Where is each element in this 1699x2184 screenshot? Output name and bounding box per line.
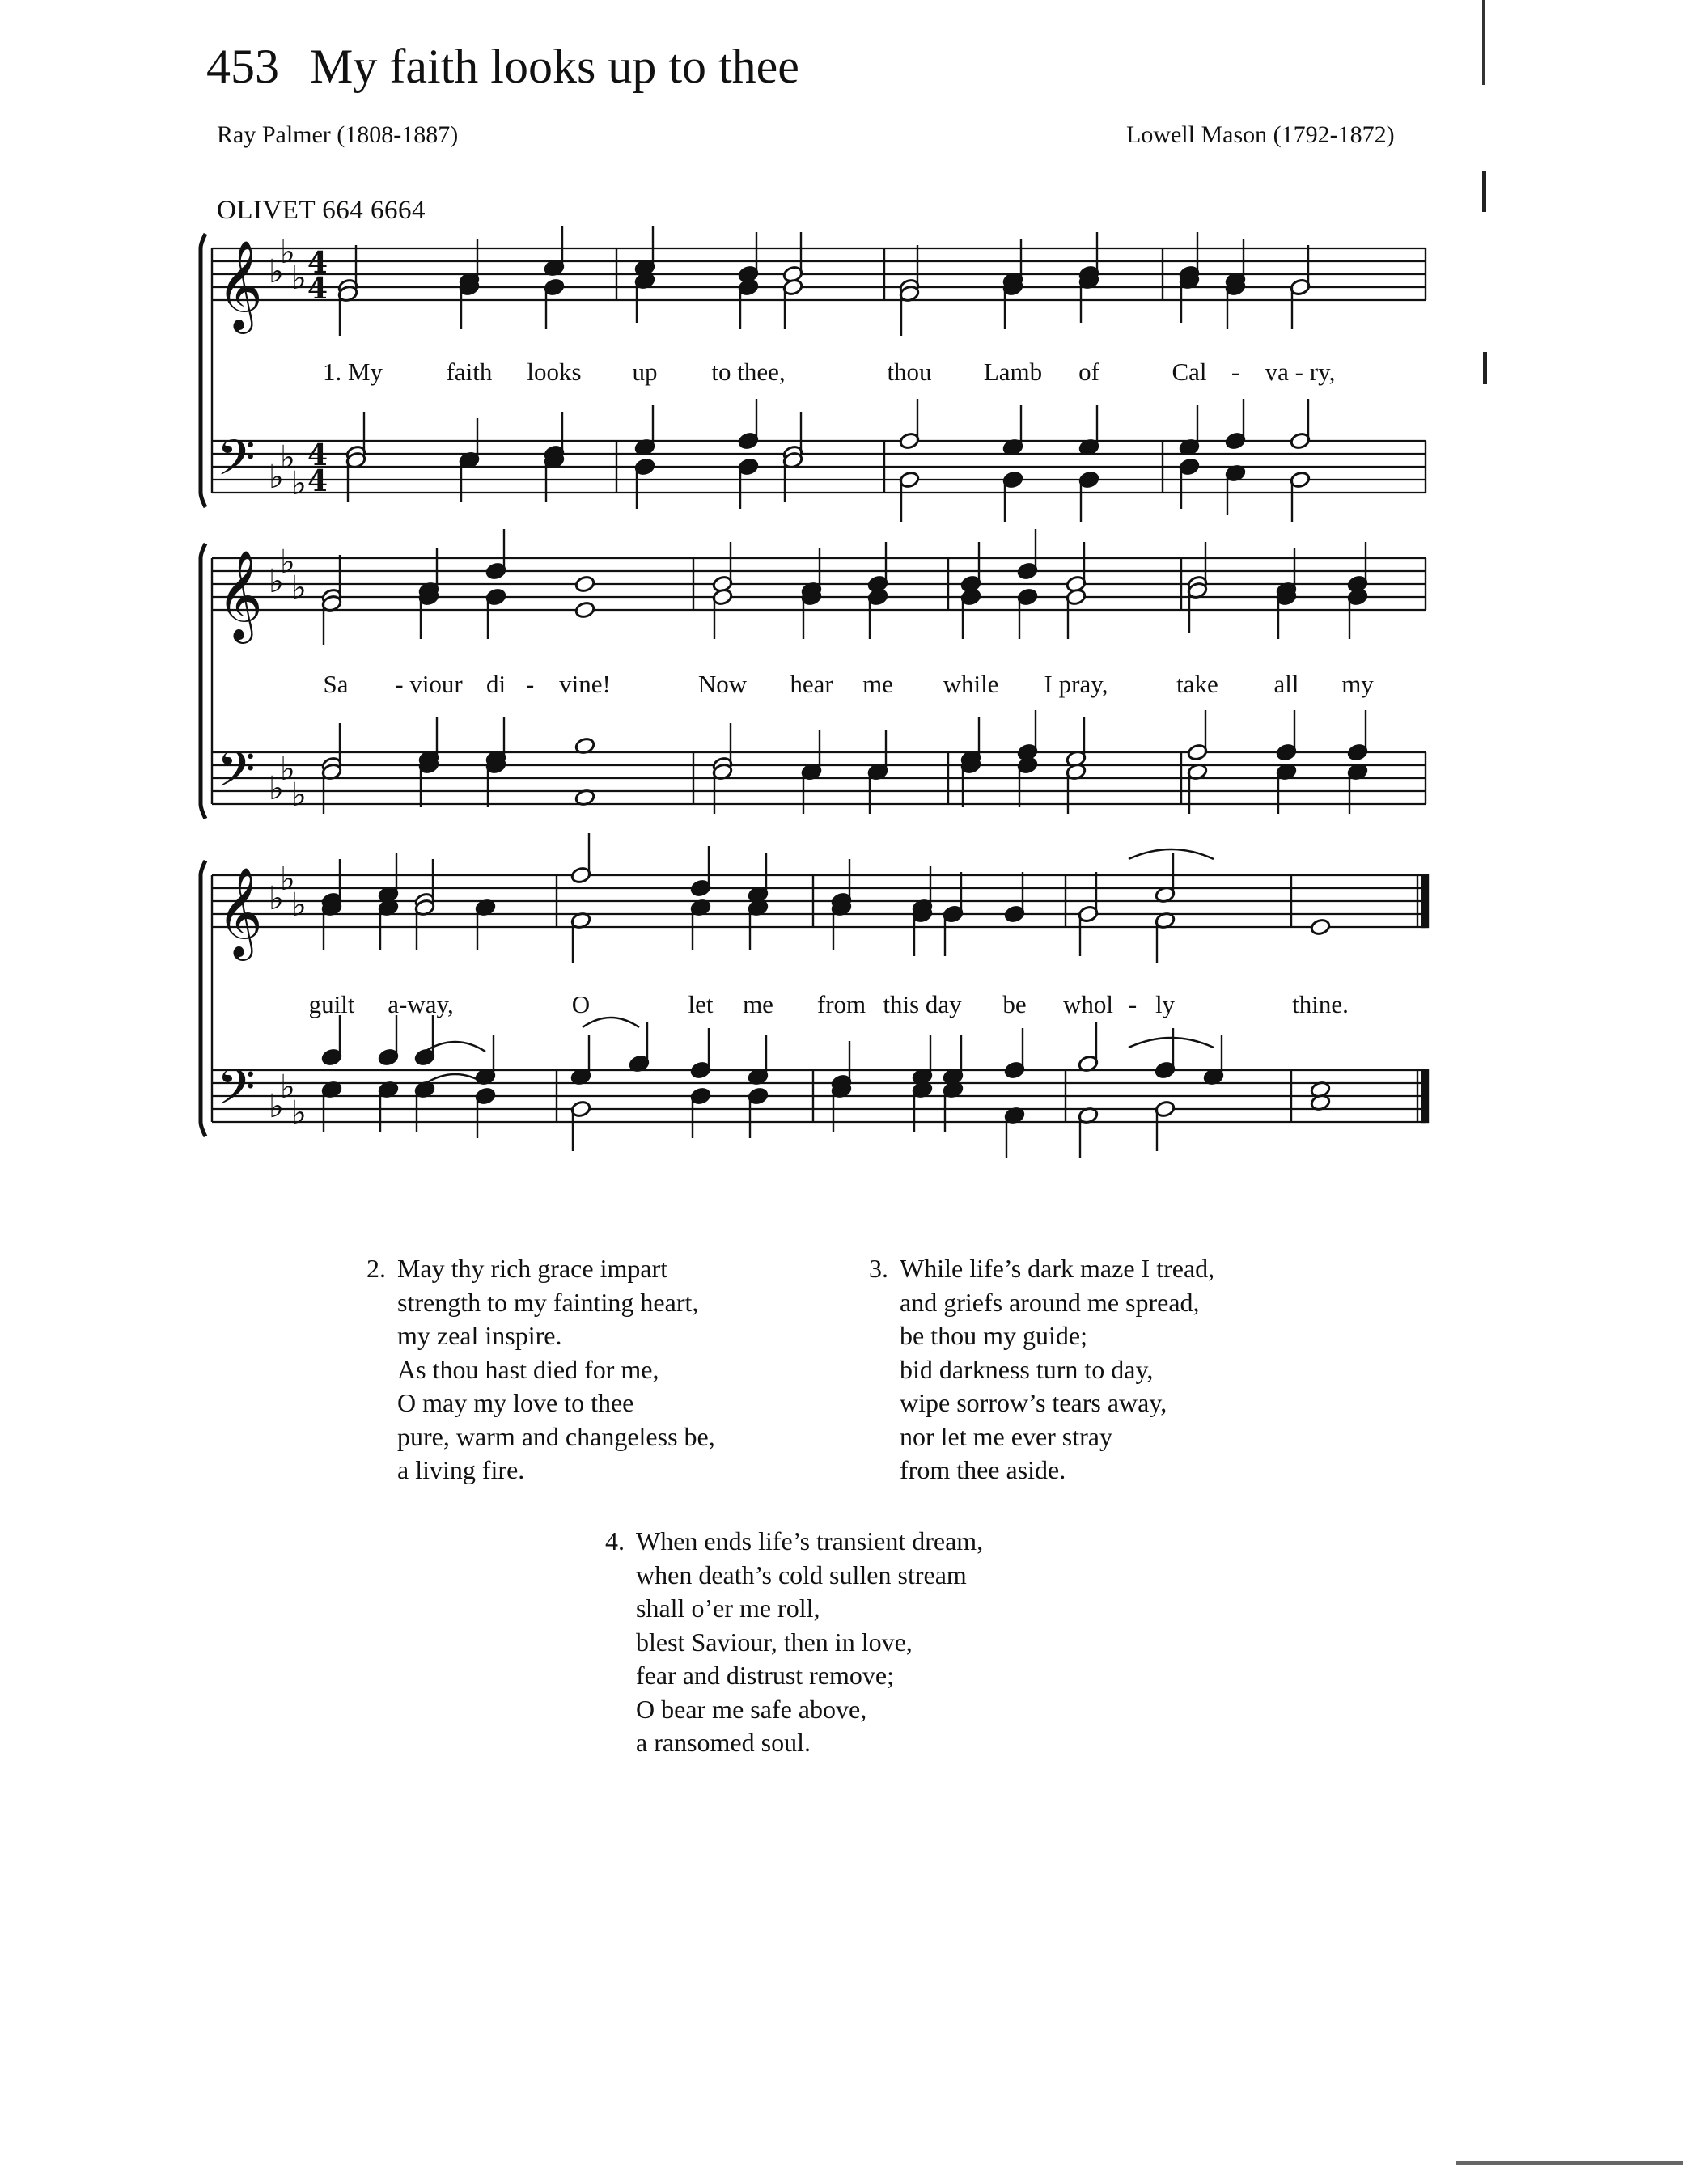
lyric-syllable: take xyxy=(1176,670,1218,698)
lyric-syllable: me xyxy=(862,670,893,698)
verse-line: from thee aside. xyxy=(900,1455,1066,1484)
verse-line: a living fire. xyxy=(397,1455,525,1484)
hymn-number: 453 xyxy=(206,40,279,93)
verse-2 xyxy=(366,1252,715,1488)
lyric-syllable: thou xyxy=(887,358,932,386)
lyric-syllable: ly xyxy=(1155,990,1176,1018)
verse-line: O bear me safe above, xyxy=(636,1694,867,1724)
time-signature: 4 xyxy=(307,438,328,472)
flat-icon: ♭ xyxy=(291,777,307,814)
flat-icon: ♭ xyxy=(280,439,295,476)
flat-icon: ♭ xyxy=(269,880,284,917)
lyric-syllable: - xyxy=(525,670,535,698)
lyric-syllable: - xyxy=(1128,990,1138,1018)
flat-icon: ♭ xyxy=(269,459,284,496)
slur xyxy=(1129,849,1214,859)
flat-icon: ♭ xyxy=(291,569,307,607)
system-bracket xyxy=(201,544,205,819)
treble-clef-icon: 𝄞 xyxy=(217,866,263,957)
system-bracket xyxy=(201,861,205,1136)
verse-line: shall o’er me roll, xyxy=(636,1594,820,1623)
lyric-syllable: while xyxy=(943,670,999,698)
lyric-syllable: vine! xyxy=(559,670,611,698)
final-barline xyxy=(1422,875,1428,927)
flat-icon: ♭ xyxy=(291,465,307,502)
verse-line: While life’s dark maze I tread, xyxy=(900,1254,1215,1283)
verse-number: 4. xyxy=(605,1526,625,1555)
lyric-syllable: faith xyxy=(446,358,493,386)
flat-icon: ♭ xyxy=(269,563,284,600)
verse-line: strength to my fainting heart, xyxy=(397,1287,699,1317)
verse-4 xyxy=(605,1525,984,1760)
verse-line: when death’s cold sullen stream xyxy=(636,1560,967,1589)
flat-icon: ♭ xyxy=(280,1069,295,1106)
final-barline xyxy=(1422,1070,1428,1122)
slur xyxy=(1129,1038,1214,1048)
lyric-syllable: 1. My xyxy=(322,358,383,386)
flat-icon: ♭ xyxy=(291,1094,307,1132)
flat-icon: ♭ xyxy=(280,544,295,581)
verse-line: O may my love to thee xyxy=(397,1388,634,1417)
lyric-syllable: from xyxy=(816,990,866,1018)
lyric-syllable: Lamb xyxy=(983,358,1043,386)
lyric-syllable: let xyxy=(688,990,714,1018)
lyric-syllable: di xyxy=(485,670,506,698)
verse-line: wipe sorrow’s tears away, xyxy=(900,1388,1167,1417)
slur xyxy=(425,1042,485,1052)
flat-icon: ♭ xyxy=(280,751,295,788)
flat-icon: ♭ xyxy=(291,260,307,297)
bass-clef-icon: 𝄢 xyxy=(217,741,256,811)
verse-3 xyxy=(869,1252,1215,1488)
treble-clef-icon: 𝄞 xyxy=(217,549,263,640)
lyric-syllable: looks xyxy=(527,358,582,386)
system-bracket xyxy=(201,234,205,507)
lyric-syllable: a-way, xyxy=(388,990,454,1018)
flat-icon: ♭ xyxy=(280,861,295,898)
hymn-author: Ray Palmer (1808-1887) xyxy=(217,121,459,148)
lyric-syllable: to thee, xyxy=(711,358,786,386)
lyric-syllable: Now xyxy=(697,670,748,698)
lyric-syllable: va - ry, xyxy=(1265,358,1336,386)
time-signature: 4 xyxy=(307,464,328,498)
lyric-syllable: up xyxy=(632,358,658,386)
verse-line: fear and distrust remove; xyxy=(636,1661,894,1690)
treble-clef-icon: 𝄞 xyxy=(217,239,263,330)
lyric-syllable: - xyxy=(1231,358,1240,386)
flat-icon: ♭ xyxy=(269,770,284,807)
time-signature: 4 xyxy=(307,246,328,280)
verse-line: and griefs around me spread, xyxy=(900,1287,1200,1317)
lyric-syllable: be xyxy=(1002,990,1027,1018)
verse-line: be thou my guide; xyxy=(900,1321,1087,1350)
lyric-syllable: this day xyxy=(883,990,962,1018)
lyric-syllable: whol xyxy=(1063,990,1113,1018)
verse-line: May thy rich grace impart xyxy=(397,1254,668,1283)
verse-line: blest Saviour, then in love, xyxy=(636,1627,913,1657)
note-head xyxy=(1310,918,1331,937)
flat-icon: ♭ xyxy=(291,887,307,924)
verse-line: As thou hast died for me, xyxy=(397,1354,659,1384)
bass-clef-icon: 𝄢 xyxy=(217,430,256,499)
flat-icon: ♭ xyxy=(269,253,284,290)
lyric-syllable: Cal xyxy=(1172,358,1207,386)
lyric-syllable: Sa xyxy=(323,670,349,698)
lyric-syllable: of xyxy=(1078,358,1099,386)
verse-number: 2. xyxy=(366,1254,386,1283)
verse-line: nor let me ever stray xyxy=(900,1421,1112,1451)
verse-line: a ransomed soul. xyxy=(636,1728,811,1757)
lyric-syllable: - viour xyxy=(395,670,463,698)
verse-number: 3. xyxy=(869,1254,888,1283)
verse-line: bid darkness turn to day, xyxy=(900,1354,1154,1384)
bass-clef-icon: 𝄢 xyxy=(217,1059,256,1128)
tune-name: OLIVET 664 6664 xyxy=(217,196,426,225)
lyric-syllable: my xyxy=(1341,670,1374,698)
note-head xyxy=(574,575,595,594)
lyric-syllable: O xyxy=(571,990,591,1018)
slur xyxy=(583,1018,639,1027)
lyric-syllable: thine. xyxy=(1292,990,1349,1018)
verse-line: pure, warm and changeless be, xyxy=(397,1421,715,1451)
flat-icon: ♭ xyxy=(280,234,295,271)
system-brackets xyxy=(201,234,205,1136)
verse-line: When ends life’s transient dream, xyxy=(636,1526,984,1555)
lyric-syllable: I pray, xyxy=(1044,670,1108,698)
lyric-syllable: me xyxy=(743,990,773,1018)
hymn-composer: Lowell Mason (1792-1872) xyxy=(1126,121,1395,148)
note-head xyxy=(574,601,595,620)
lyric-syllable: hear xyxy=(790,670,833,698)
flat-icon: ♭ xyxy=(269,1088,284,1125)
hymn-title: My faith looks up to thee xyxy=(310,40,799,93)
lyric-syllable: guilt xyxy=(308,990,355,1018)
verse-line: my zeal inspire. xyxy=(397,1321,562,1350)
lyric-syllable: all xyxy=(1273,670,1299,698)
time-signature: 4 xyxy=(307,272,328,306)
